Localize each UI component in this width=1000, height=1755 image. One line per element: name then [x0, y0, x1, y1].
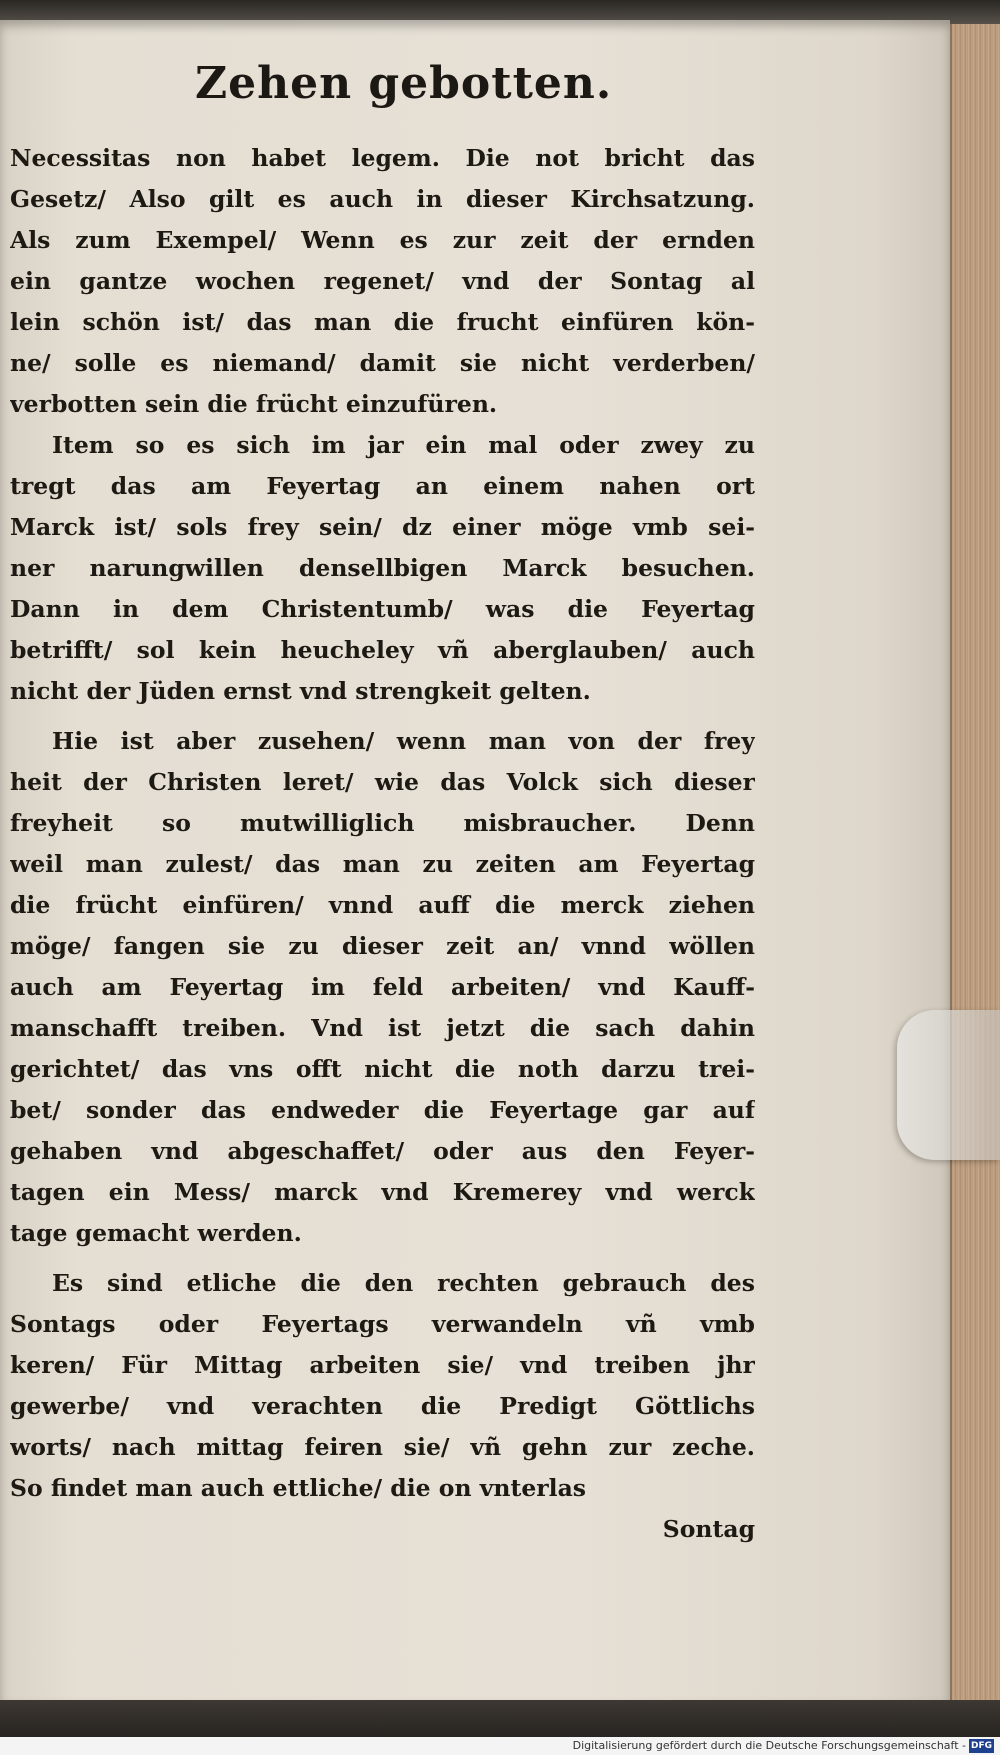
paragraph-gap	[10, 1254, 755, 1263]
text-line: lein schön ist/ das man die frucht einfüren kön-	[10, 308, 755, 336]
text-line: ein gantze wochen regenet/ vnd der Sontag al	[10, 267, 755, 295]
text-line: tregt das am Feyertag an einem nahen ort	[10, 472, 755, 500]
text-line: Necessitas non habet legem. Die not bricht das	[10, 144, 755, 172]
text-line: Es sind etliche die den rechten gebrauch des	[52, 1269, 755, 1297]
footer-credit: Digitalisierung gefördert durch die Deutsche Forschungsgemeinschaft -	[572, 1739, 966, 1752]
body-text	[10, 138, 755, 1550]
text-line: Marck ist/ sols frey sein/ dz einer möge vmb sei-	[10, 513, 755, 541]
text-line: tagen ein Mess/ marck vnd Kremerey vnd werck	[10, 1178, 755, 1206]
text-line: bet/ sonder das endweder die Feyertage gar auf	[10, 1096, 755, 1124]
page-edges	[950, 24, 1000, 1704]
text-line: weil man zulest/ das man zu zeiten am Feyertag	[10, 850, 755, 878]
text-line: gewerbe/ vnd verachten die Predigt Göttlichs	[10, 1392, 755, 1420]
dfg-logo: DFG	[970, 1741, 992, 1751]
text-line: ne/ solle es niemand/ damit sie nicht verderben/	[10, 349, 755, 377]
text-line: Als zum Exempel/ Wenn es zur zeit der ernden	[10, 226, 755, 254]
text-line: möge/ fangen sie zu dieser zeit an/ vnnd wöllen	[10, 932, 755, 960]
catchword: Sontag	[662, 1515, 755, 1543]
text-line: worts/ nach mittag feiren sie/ vñ gehn zur zeche.	[10, 1433, 755, 1461]
text-line: So findet man auch ettliche/ die on vnterlas	[10, 1474, 587, 1502]
text-line: Item so es sich im jar ein mal oder zwey zu	[52, 431, 755, 459]
text-line: gehaben vnd abgeschaffet/ oder aus den Feyer-	[10, 1137, 755, 1165]
text-line: Dann in dem Christentumb/ was die Feyertag	[10, 595, 755, 623]
text-line: Sontags oder Feyertags verwandeln vñ vmb	[10, 1310, 755, 1338]
page-clip	[897, 1010, 1000, 1160]
text-line: betrifft/ sol kein heucheley vñ aberglauben/ auch	[10, 636, 755, 664]
text-line: nicht der Jüden ernst vnd strengkeit gelten.	[10, 677, 591, 705]
text-line: verbotten sein die frücht einzufüren.	[10, 390, 498, 418]
text-line: ner narungwillen densellbigen Marck besuchen.	[10, 554, 755, 582]
text-line: heit der Christen leret/ wie das Volck sich dieser	[10, 768, 755, 796]
page-heading: Zehen gebotten.	[195, 58, 613, 109]
text-line: Gesetz/ Also gilt es auch in dieser Kirchsatzung.	[10, 185, 755, 213]
text-line: freyheit so mutwilliglich misbraucher. Denn	[10, 809, 755, 837]
text-line: Hie ist aber zusehen/ wenn man von der frey	[52, 727, 755, 755]
text-line: manschafft treiben. Vnd ist jetzt die sach dahin	[10, 1014, 755, 1042]
text-line: tage gemacht werden.	[10, 1219, 302, 1247]
text-line: gerichtet/ das vns offt nicht die noth darzu trei-	[10, 1055, 755, 1083]
text-line: auch am Feyertag im feld arbeiten/ vnd Kauff-	[10, 973, 755, 1001]
bottom-shadow	[0, 1700, 1000, 1740]
text-line: die frücht einfüren/ vnnd auff die merck ziehen	[10, 891, 755, 919]
paragraph-gap	[10, 712, 755, 721]
text-line: keren/ Für Mittag arbeiten sie/ vnd treiben jhr	[10, 1351, 755, 1379]
